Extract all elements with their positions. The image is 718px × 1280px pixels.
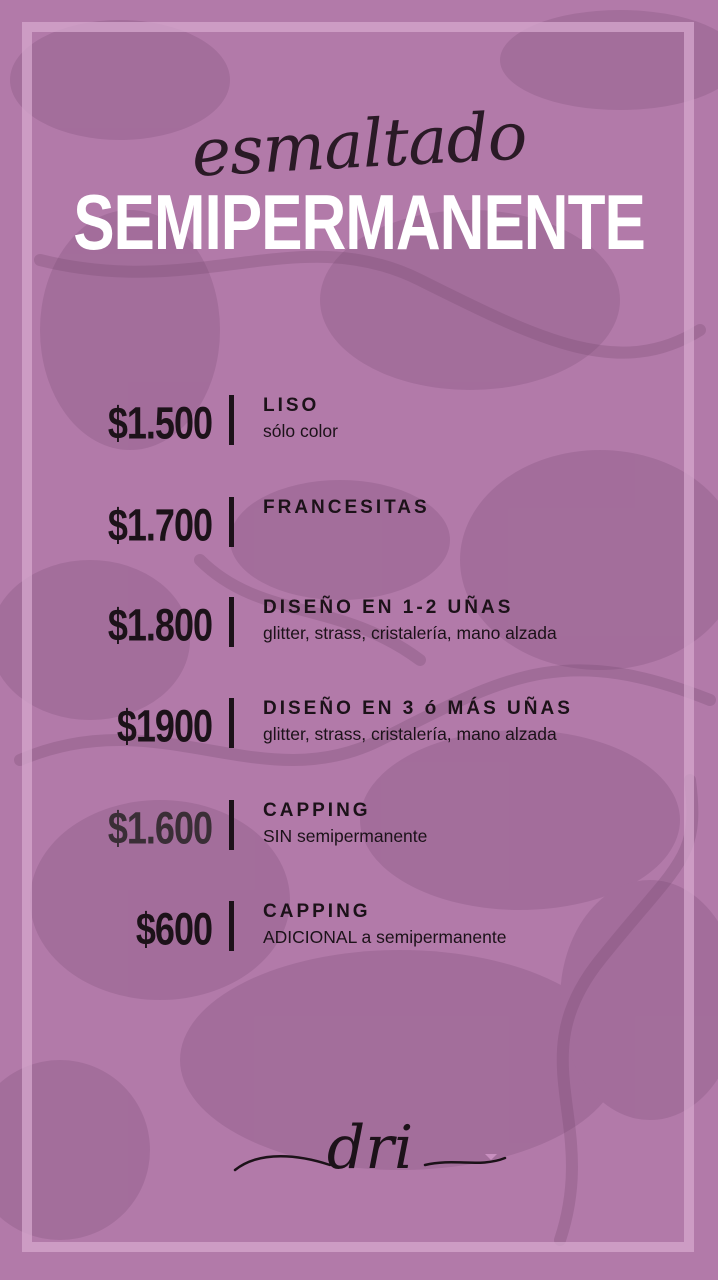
divider xyxy=(229,395,234,445)
divider xyxy=(229,800,234,850)
service-name: CAPPING xyxy=(263,901,371,922)
price: $1.700 xyxy=(107,499,212,551)
service-name: DISEÑO EN 1-2 UÑAS xyxy=(263,597,514,618)
service-description: glitter, strass, cristalería, mano alzada xyxy=(263,623,557,643)
service-description: sólo color xyxy=(263,421,338,441)
divider xyxy=(229,698,234,748)
service-description: glitter, strass, cristalería, mano alzada xyxy=(263,724,557,744)
title-script: esmaltado xyxy=(189,97,529,192)
service-description: SIN semipermanente xyxy=(263,826,428,846)
price-row-diseno-3-mas xyxy=(0,696,718,766)
price: $1.800 xyxy=(107,599,212,651)
price-row-capping xyxy=(0,798,718,868)
divider xyxy=(229,497,234,547)
service-description: ADICIONAL a semipermanente xyxy=(263,927,507,947)
price-row-liso xyxy=(0,393,718,463)
divider xyxy=(229,597,234,647)
divider xyxy=(229,901,234,951)
service-name: DISEÑO EN 3 ó MÁS UÑAS xyxy=(263,698,573,719)
service-name: FRANCESITAS xyxy=(263,497,430,518)
price-row-capping-adicional xyxy=(0,899,718,969)
price: $1900 xyxy=(116,700,212,752)
price-row-diseno-1-2 xyxy=(0,595,718,665)
service-name: CAPPING xyxy=(263,800,371,821)
price: $1.500 xyxy=(107,397,212,449)
signature: dri xyxy=(326,1113,414,1183)
price-row-francesitas xyxy=(0,495,718,565)
service-name: LISO xyxy=(263,395,320,416)
page-title: SEMIPERMANENTE xyxy=(73,180,645,267)
price: $600 xyxy=(135,903,212,955)
price: $1.600 xyxy=(107,802,212,854)
